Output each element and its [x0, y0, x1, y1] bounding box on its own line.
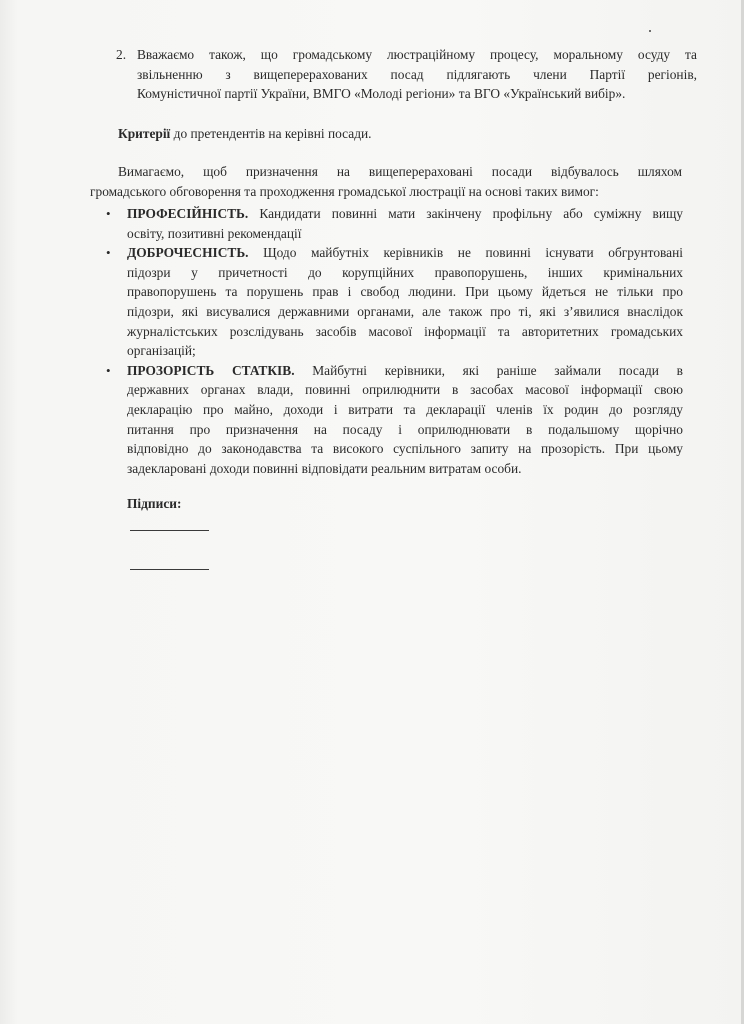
- bullet-first-line: [127, 204, 683, 224]
- bullet-line: правопорушень та порушень прав і свобод людини. При цьому йдеться не тільки про: [127, 284, 683, 300]
- item2-line-1: Вважаємо також, що громадському люстраційному процесу, моральному осуду та: [137, 47, 697, 62]
- bullet-heading: ПРОЗОРІСТЬ СТАТКІВ.: [127, 362, 295, 378]
- bullet-line: державних органах влади, повинні оприлюднити в засобах масової інформації свою: [127, 382, 683, 398]
- list-item-professionalism: [105, 204, 683, 243]
- requirements-list: [105, 204, 683, 478]
- signatures-title: Підписи:: [127, 496, 182, 511]
- item-number: 2.: [116, 47, 127, 62]
- bullet-first-line: [127, 361, 683, 381]
- bullet-line: питання про призначення на посаду і оприлюднювати в подальшому щорічно: [127, 421, 683, 437]
- list-item-integrity: [105, 243, 683, 361]
- signature-line-2: [130, 569, 209, 570]
- bullet-line: журналістських розслідувань засобів масової інформації та авторитетних громадських: [127, 323, 683, 339]
- demand-line-2: громадського обговорення та проходження громадської люстрації на основі таких вимог:: [90, 183, 599, 199]
- item2-line-2: звільненню з вищеперерахованих посад підлягають члени Партії регіонів,: [137, 66, 697, 82]
- bullet-dot: •: [106, 245, 111, 261]
- bullet-first-text: Щодо майбутніх керівників не повинні існувати обгрунтовані: [248, 245, 683, 261]
- demand-line-1: Вимагаємо, щоб призначення на вищеперераховані посади відбувалось шляхом: [118, 164, 682, 179]
- bullet-heading: ДОБРОЧЕСНІСТЬ.: [127, 245, 249, 261]
- item-body: [137, 45, 697, 104]
- bullet-dot: •: [106, 362, 111, 378]
- list-item-asset-transparency: [105, 361, 683, 479]
- item2-line-3: Комуністичної партії України, ВМГО «Молоді регіони» та ВГО «Український вибір».: [137, 86, 626, 102]
- bullet-line: організацій;: [127, 343, 196, 359]
- bullet-dot: •: [106, 206, 111, 221]
- criteria-rest: до претендентів на керівні посади.: [170, 126, 372, 141]
- bullet-line: освіту, позитивні рекомендації: [127, 225, 302, 241]
- criteria-heading: [118, 124, 372, 144]
- signature-line-1: [130, 530, 209, 531]
- bullet-line: підозри у причетності до корупційних правопорушень, інших кримінальних: [127, 264, 683, 280]
- bullet-first-line: [127, 243, 683, 263]
- bullet-line: декларацію про майно, доходи і витрати та декларації членів їх родин до розгляду: [127, 401, 683, 417]
- demand-paragraph: [90, 162, 682, 201]
- criteria-bold-word: Критерії: [118, 126, 171, 141]
- bullet-line: відповідно до законодавства та високого суспільного запиту на прозорість. При цьому: [127, 441, 683, 457]
- bullet-first-text: Кандидати повинні мати закінчену профільну або суміжну вищу: [248, 206, 683, 221]
- bullet-heading: ПРОФЕСІЙНІСТЬ.: [127, 206, 249, 221]
- scan-dot-mark: [649, 30, 651, 32]
- bullet-first-text: Майбутні керівники, які раніше займали посади в: [294, 362, 683, 378]
- bullet-line: підозри, які висувалися державними органами, але також про ті, які з’явилися внаслідок: [127, 303, 683, 319]
- bullet-line: задекларовані доходи повинні відповідати реальним витратам особи.: [127, 460, 522, 476]
